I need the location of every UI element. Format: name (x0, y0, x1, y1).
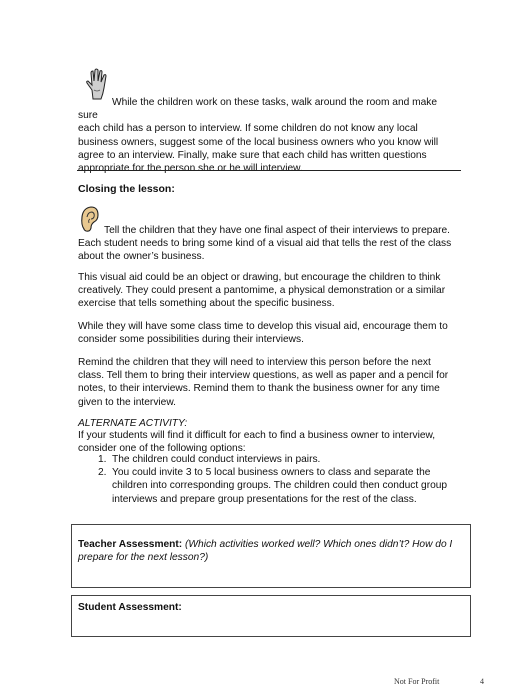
teacher-assessment-prompt: (Which activities worked well? Which ones didn’t? How do I prepare for the next lesson?) (78, 539, 453, 564)
alternate-intro: If your students will find it difficult for each to find a business owner to interview, consider one of the following options: (78, 430, 436, 455)
list-item: 2. You could invite 3 to 5 local business owners to class and separate the children into corresponding groups. The children could then conduct group interviews and prepare group presentations for the rest of the class. (98, 467, 448, 505)
student-assessment-box (71, 595, 471, 637)
closing-paragraph-1 (78, 224, 458, 264)
list-item: 1. The children could conduct interviews in pairs. (98, 454, 321, 465)
teacher-assessment-label: Teacher Assessment: (78, 539, 183, 550)
student-assessment-label: Student Assessment: (78, 602, 182, 613)
closing-heading: Closing the lesson: (78, 183, 175, 195)
closing-paragraph-4: Remind the children that they will need to interview this person before the next class. Tell them to bring their interview questions, as well as paper and a pencil for notes, to their interviews. Remind them to thank the business owner for any time given to the interview. (78, 357, 449, 408)
intro-first-line: While the children work on these tasks, walk around the room and make sure (78, 97, 438, 122)
footer-text: Not For Profit (394, 677, 440, 686)
page-number: 4 (480, 677, 484, 686)
alternate-heading: ALTERNATE ACTIVITY: (78, 418, 188, 429)
alternate-list (78, 453, 458, 506)
closing-p1-first: Tell the children that they have one final aspect of their interviews to prepare. (104, 225, 451, 236)
closing-p1-rest: Each student needs to bring some kind of a visual aid that tells the rest of the class about the owner’s business. (78, 238, 452, 263)
closing-paragraph-3: While they will have some class time to develop this visual aid, encourage them to consider some possibilities during their interviews. (78, 321, 448, 346)
closing-paragraph-2: This visual aid could be an object or drawing, but encourage the children to think creatively. They could present a pantomime, a physical demonstration or a similar exercise that tells something about the specific business. (78, 272, 446, 310)
intro-rest: each child has a person to interview. If some children do not know any local business owners, suggest some of the local business owners who you know will agree to an interview. Finally, make sure that each child has written questions appropriate for the person she or he will interview. (78, 123, 439, 175)
teacher-assessment-box (71, 524, 471, 588)
intro-paragraph (78, 96, 458, 175)
section-divider (77, 170, 461, 171)
